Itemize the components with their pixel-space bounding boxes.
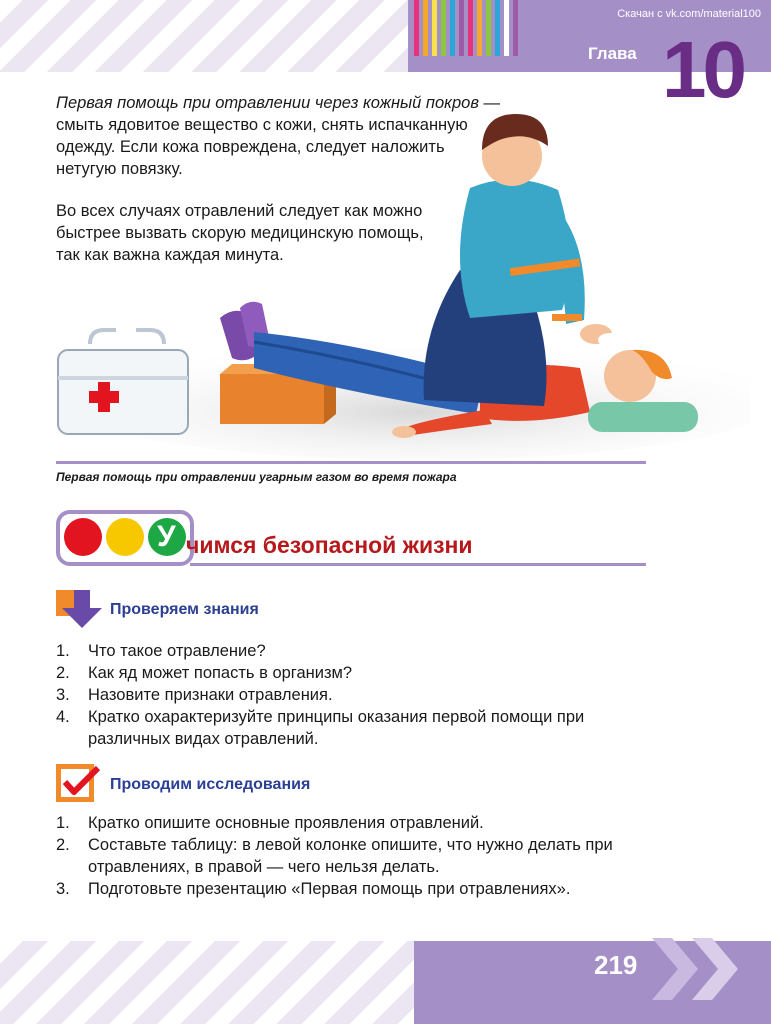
list-item: 2. Как яд может попасть в организм? [56,664,353,682]
color-stripe [423,0,428,56]
paragraph-lead-italic: Первая помощь при отравлении через кожный покров [56,94,479,112]
color-stripe [477,0,482,56]
source-note: Скачан с vk.com/material100 [617,8,761,20]
color-stripe [513,0,518,56]
down-arrow-icon [56,590,102,628]
list-item: 4. Кратко охарактеризуйте принципы оказания первой помощи при различных видах отравлений. [56,708,585,748]
list-item: 1. Кратко опишите основные проявления отравлений. [56,814,484,832]
color-stripe [432,0,437,56]
color-stripe [495,0,500,56]
red-light-icon [64,518,102,556]
illustration-caption: Первая помощь при отравлении угарным газом во время пожара [56,470,457,484]
first-aid-kit [58,330,188,434]
color-stripe [441,0,446,56]
color-stripe [486,0,491,56]
research-heading: Проводим исследования [110,776,311,793]
list-item: 2. Составьте таблицу: в левой колонке опишите, что нужно делать при отравлениях, в правой — чего нельзя делать. [56,836,613,876]
paragraph-body: — смыть ядовитое вещество с кожи, снять испачканную одежду. Если кожа повреждена, следует наложить нетугую повязку. [56,94,501,178]
call-ambulance-paragraph: Во всех случаях отравлений следует как можно быстрее вызвать скорую медицинскую помощь, так как важна каждая минута. [56,202,424,264]
yellow-light-icon [106,518,144,556]
section-title: чимся безопасной жизни [186,532,473,558]
skin-poisoning-paragraph [56,92,506,180]
list-item: 1. Что такое отравление? [56,642,266,660]
list-item: 3. Назовите признаки отравления. [56,686,333,704]
page-number: 219 [594,950,638,980]
caption-divider [56,461,646,464]
chapter-label: Глава [588,44,637,63]
color-stripe [459,0,464,56]
section-underline [190,563,646,566]
list-item: 3. Подготовьте презентацию «Первая помощь при отравлениях». [56,880,571,898]
color-stripe [414,0,419,56]
chapter-number: 10 [662,25,743,114]
double-chevron-right-icon [652,928,752,1010]
color-stripe [468,0,473,56]
check-knowledge-list [56,640,651,750]
section-title-first-letter: У [157,520,176,553]
checkmark-icon [56,764,102,802]
check-knowledge-heading: Проверяем знания [110,601,259,618]
color-stripes [414,0,518,56]
research-list [56,812,651,900]
color-stripe [504,0,509,56]
color-stripe [450,0,455,56]
